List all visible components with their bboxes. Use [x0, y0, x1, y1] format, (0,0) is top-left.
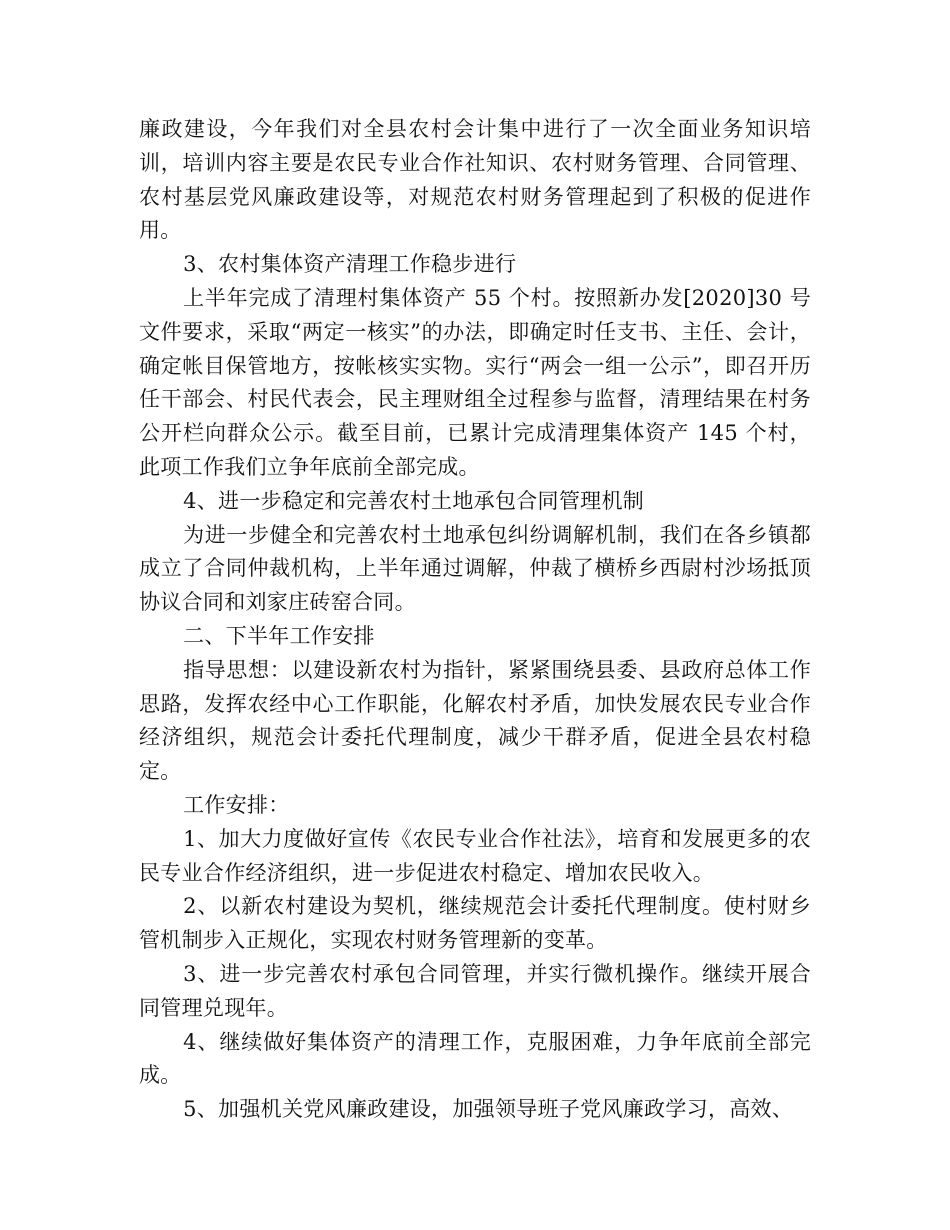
section-heading-asset-cleanup: 3、农村集体资产清理工作稳步进行 [183, 252, 517, 277]
list-item-5: 5、加强机关党风廉政建设，加强领导班子党风廉政学习，高效、 [183, 1097, 794, 1122]
paragraph-land-contract: 为进一步健全和完善农村土地承包纠纷调解机制，我们在各乡镇都成立了合同仲裁机构，上半年通过调解，仲裁了横桥乡西尉村沙场抵顶协议合同和刘家庄砖窑合同。 [139, 522, 811, 615]
section-heading-second-half-plan: 二、下半年工作安排 [183, 623, 375, 648]
section-heading-work-arrangement: 工作安排： [183, 792, 290, 817]
section-heading-land-contract: 4、进一步稳定和完善农村土地承包合同管理机制 [183, 488, 645, 513]
paragraph-asset-cleanup: 上半年完成了清理村集体资产 55 个村。按照新办发[2020]30 号文件要求，采取“两定一核实”的办法，即确定时任支书、主任、会计，确定帐目保管地方，按帐核实实物。实行“两会一组一公示”，即召开历任干部会、村民代表会，民主理财组全过程参与监督，清理结果在村务公开栏向群众公示。截至目前，已累计完成清理集体资产 145 个村，此项工作我们立争年底前全部完成。 [139, 285, 811, 479]
list-item-3: 3、进一步完善农村承包合同管理，并实行微机操作。继续开展合同管理兑现年。 [139, 961, 811, 1020]
list-item-2: 2、以新农村建设为契机，继续规范会计委托代理制度。使村财乡管机制步入正规化，实现农村财务管理新的变革。 [139, 894, 811, 953]
document-body [139, 113, 811, 1127]
list-item-1: 1、加大力度做好宣传《农民专业合作社法》，培育和发展更多的农民专业合作经济组织，进一步促进农村稳定、增加农民收入。 [139, 826, 811, 885]
paragraph-guiding-thought: 指导思想：以建设新农村为指针，紧紧围绕县委、县政府总体工作思路，发挥农经中心工作职能，化解农村矛盾，加快发展农民专业合作经济组织，规范会计委托代理制度，减少干群矛盾，促进全县农村稳定。 [139, 657, 811, 784]
paragraph-continuation: 廉政建设，今年我们对全县农村会计集中进行了一次全面业务知识培训，培训内容主要是农民专业合作社知识、农村财务管理、合同管理、农村基层党风廉政建设等，对规范农村财务管理起到了积极的促进作用。 [139, 117, 811, 243]
list-item-4: 4、继续做好集体资产的清理工作，克服困难，力争年底前全部完成。 [139, 1029, 811, 1088]
